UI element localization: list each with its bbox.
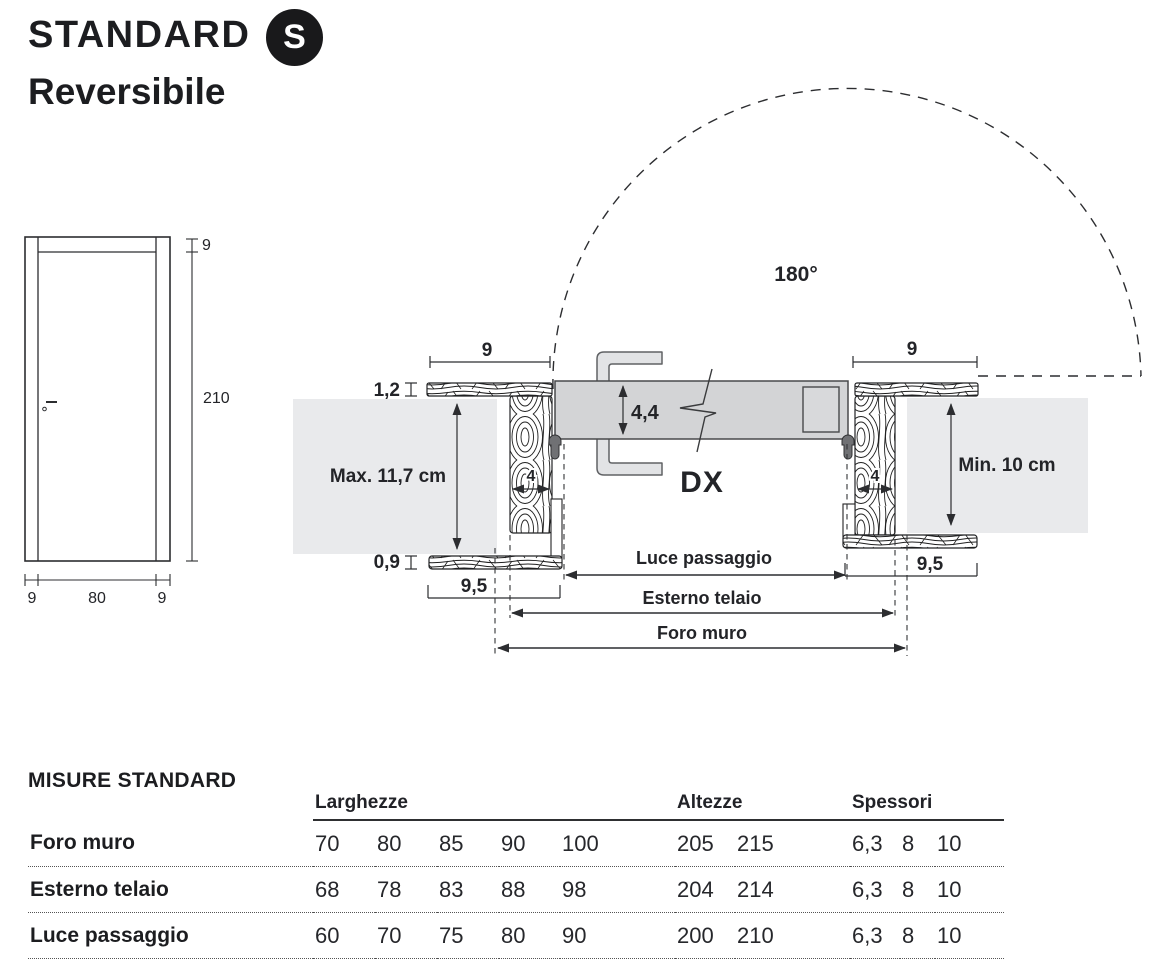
- table-row-foro-muro: [28, 820, 1004, 867]
- dim-casing-width-right: 9: [906, 339, 918, 360]
- table-cell: 205: [675, 820, 735, 867]
- casing-top-left: [427, 383, 552, 396]
- hinge-pin-right-icon: [842, 435, 854, 459]
- table-cell: 200: [675, 913, 735, 959]
- series-badge-letter: S: [283, 18, 306, 56]
- dim-label-luce: Luce passaggio: [635, 548, 773, 568]
- table-cell: 80: [375, 820, 437, 867]
- dim-casing-width-left: 9: [481, 340, 493, 361]
- table-cell: 68: [313, 867, 375, 913]
- dim-wall-min: Min. 10 cm: [958, 455, 1056, 476]
- table-row-luce-passaggio: [28, 913, 1004, 959]
- dim-frame-top: 9: [202, 237, 211, 254]
- table-cell: 6,3: [850, 867, 900, 913]
- page-title: STANDARD: [28, 14, 251, 56]
- row-label: Foro muro: [28, 820, 313, 867]
- door-outer-frame: [25, 237, 170, 561]
- page-subtitle: Reversibile: [28, 71, 226, 112]
- row-label: Luce passaggio: [28, 913, 313, 959]
- table-row-esterno-telaio: [28, 867, 1004, 913]
- col-group-altezze: Altezze: [675, 791, 850, 820]
- measurements-table: [28, 791, 1004, 959]
- table-cell: 214: [735, 867, 850, 913]
- door-front-view: [25, 237, 230, 607]
- casing-leg-left: [551, 499, 562, 558]
- jamb-left: [510, 396, 552, 533]
- table-cell: 60: [313, 913, 375, 959]
- col-group-spessori: Spessori: [850, 791, 1004, 820]
- table-cell: 80: [499, 913, 560, 959]
- table-cell: 85: [437, 820, 499, 867]
- casing-bottom-right: [843, 535, 977, 548]
- table-cell: 8: [900, 913, 935, 959]
- dim-jamb-width-left: 4: [526, 468, 536, 485]
- dim-leaf-thickness: 4,4: [631, 402, 659, 424]
- dim-bottom-casing-thickness: 0,9: [373, 552, 400, 573]
- table-cell: 90: [499, 820, 560, 867]
- front-vertical-dimension: [186, 239, 198, 561]
- jamb-right: [855, 396, 895, 535]
- table-cell: 88: [499, 867, 560, 913]
- door-plan-section: [293, 88, 1141, 656]
- table-cell: 6,3: [850, 820, 900, 867]
- table-cell: 90: [560, 913, 675, 959]
- dim-frame-depth-left: 9,5: [460, 576, 488, 597]
- table-cell: 70: [375, 913, 437, 959]
- dim-frame-left: 9: [27, 590, 37, 607]
- table-header-row: [28, 791, 1004, 820]
- table-cell: 83: [437, 867, 499, 913]
- dim-wall-max: Max. 11,7 cm: [329, 466, 447, 487]
- table-cell: 8: [900, 820, 935, 867]
- dim-height: 210: [203, 390, 230, 407]
- table-cell: 10: [935, 867, 1004, 913]
- dim-label-esterno: Esterno telaio: [642, 588, 762, 608]
- table-title: MISURE STANDARD: [28, 769, 237, 792]
- dim-label-foro: Foro muro: [657, 623, 747, 643]
- dim-frame-depth-right: 9,5: [916, 554, 944, 575]
- table-cell: 6,3: [850, 913, 900, 959]
- table-cell: 204: [675, 867, 735, 913]
- casing-leg-right: [843, 504, 855, 537]
- opening-side-label: DX: [680, 466, 724, 499]
- door-swing-arc: [553, 88, 1141, 389]
- dim-top-casing-thickness: 1,2: [373, 380, 400, 401]
- casing-top-right: [855, 383, 978, 396]
- door-handle-icon: [43, 402, 57, 411]
- table-cell: 78: [375, 867, 437, 913]
- dim-jamb-width-right: 4: [870, 468, 880, 485]
- front-horizontal-dimension: [25, 574, 170, 586]
- dim-leaf-width: 80: [88, 590, 106, 607]
- table-cell: 98: [560, 867, 675, 913]
- col-group-larghezze: Larghezze: [313, 791, 675, 820]
- table-cell: 100: [560, 820, 675, 867]
- table-cell: 10: [935, 820, 1004, 867]
- dim-frame-right: 9: [157, 590, 167, 607]
- row-label: Esterno telaio: [28, 867, 313, 913]
- dim-swing-angle: 180°: [774, 263, 818, 286]
- table-cell: 70: [313, 820, 375, 867]
- table-cell: 75: [437, 913, 499, 959]
- table-cell: 8: [900, 867, 935, 913]
- table-cell: 215: [735, 820, 850, 867]
- hinge-pin-left-icon: [549, 435, 561, 459]
- table-cell: 210: [735, 913, 850, 959]
- lock-box: [803, 387, 839, 432]
- table-cell: 10: [935, 913, 1004, 959]
- header-spacer: [28, 791, 313, 820]
